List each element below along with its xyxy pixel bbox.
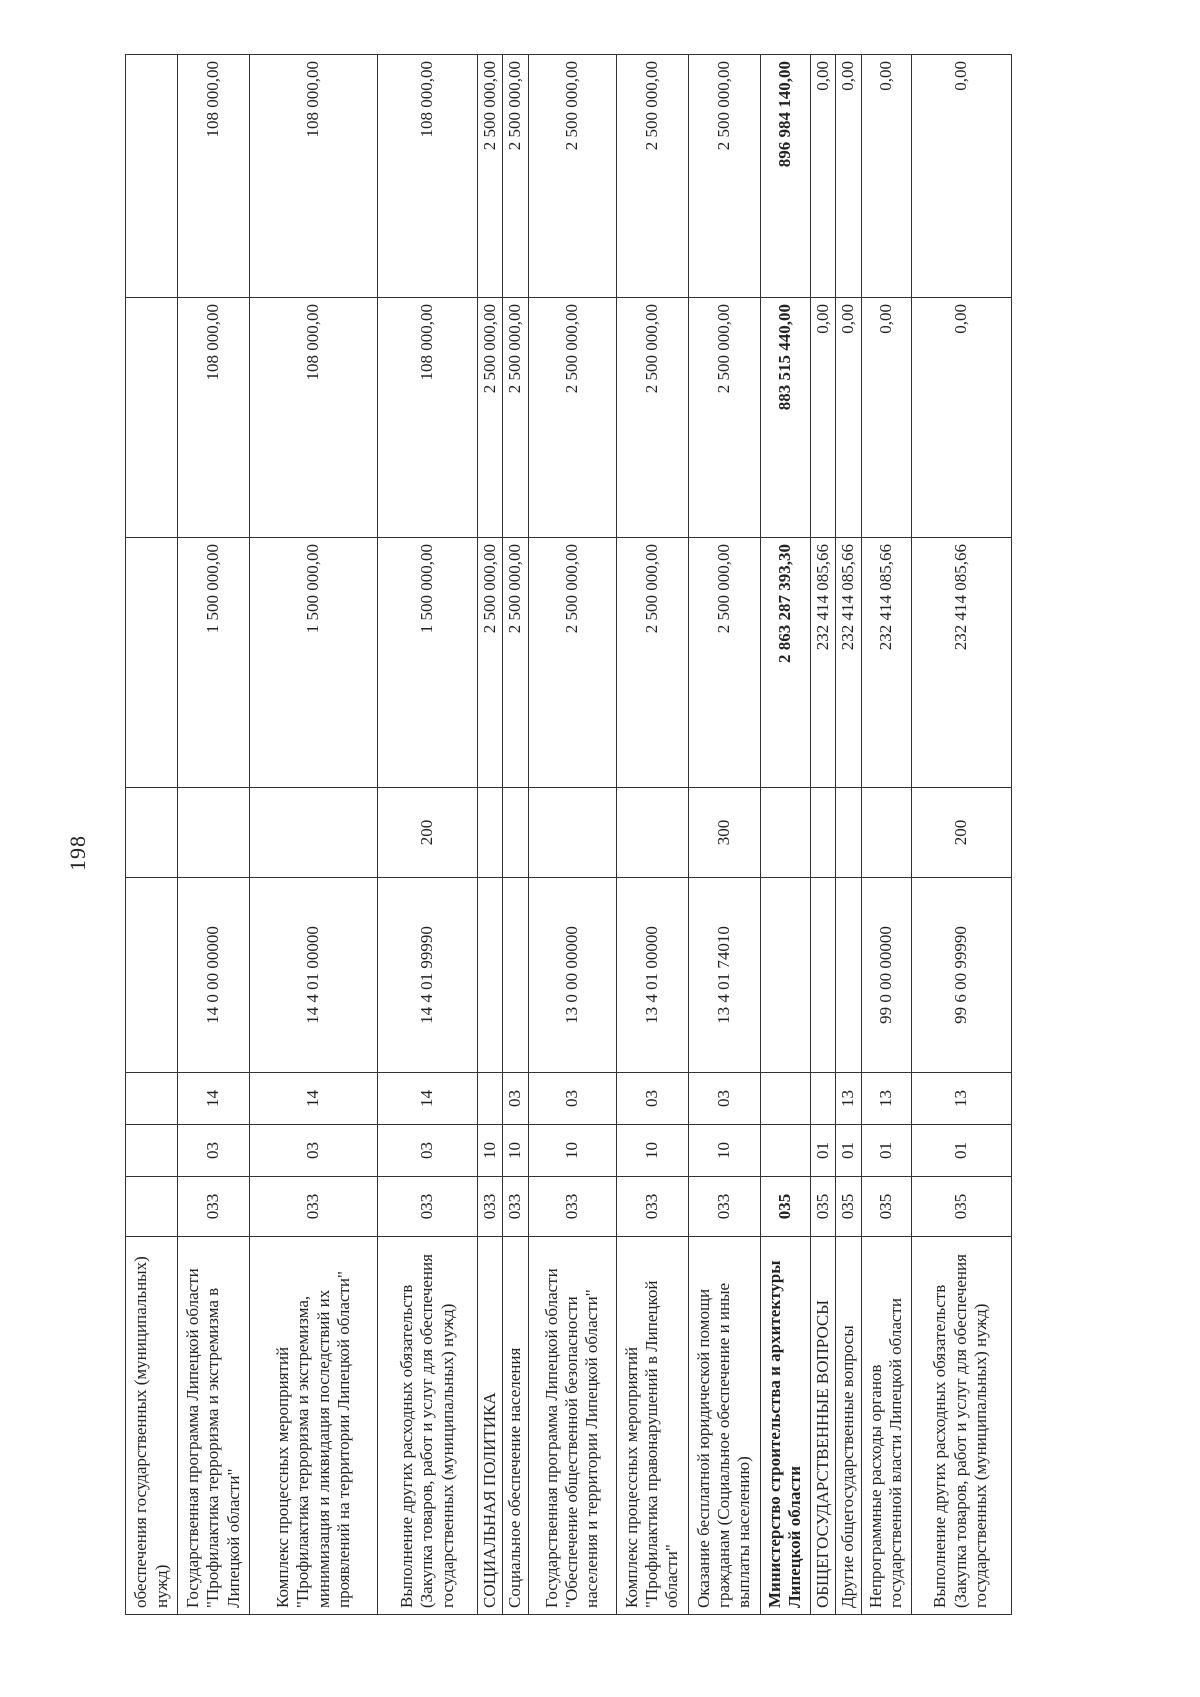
cell-subsection: 03 [616, 1073, 688, 1125]
cell-subsection: 14 [378, 1073, 478, 1125]
cell-subsection [760, 1073, 810, 1125]
cell-subsection: 03 [503, 1073, 528, 1125]
cell-expense-type [478, 788, 503, 878]
cell-sum-year-1 [126, 538, 178, 788]
cell-sum-year-2 [126, 298, 178, 538]
cell-expense-type [616, 788, 688, 878]
cell-sum-year-1: 1 500 000,00 [378, 538, 478, 788]
cell-admin-code: 033 [178, 1177, 250, 1237]
cell-name: Комплекс процессных мероприятий "Профилактика терроризма и экстремизма, минимизация и ликвидация последствий их проявлений на территории Липецкой области" [250, 1237, 378, 1615]
cell-expense-type: 200 [911, 788, 1011, 878]
cell-expense-type [836, 788, 861, 878]
cell-sum-year-3: 0,00 [861, 55, 911, 298]
cell-expense-type [528, 788, 616, 878]
cell-target-article [503, 878, 528, 1073]
cell-sum-year-1: 1 500 000,00 [178, 538, 250, 788]
cell-name: Социальное обеспечение населения [503, 1237, 528, 1615]
table-body [126, 55, 1012, 1615]
cell-name: Выполнение других расходных обязательств (Закупка товаров, работ и услуг для обеспечения государственных (муниципальных) нужд) [911, 1237, 1011, 1615]
cell-sum-year-1: 1 500 000,00 [250, 538, 378, 788]
cell-target-article [810, 878, 835, 1073]
cell-sum-year-2: 883 515 440,00 [760, 298, 810, 538]
cell-expense-type [810, 788, 835, 878]
cell-name: Выполнение других расходных обязательств (Закупка товаров, работ и услуг для обеспечения государственных (муниципальных) нужд) [378, 1237, 478, 1615]
cell-sum-year-1: 232 414 085,66 [911, 538, 1011, 788]
cell-section: 01 [836, 1125, 861, 1177]
cell-section: 10 [688, 1125, 760, 1177]
table-row [861, 55, 911, 1615]
table-row [688, 55, 760, 1615]
cell-sum-year-3: 2 500 000,00 [616, 55, 688, 298]
cell-section: 01 [861, 1125, 911, 1177]
cell-admin-code: 035 [836, 1177, 861, 1237]
cell-target-article: 13 0 00 00000 [528, 878, 616, 1073]
cell-target-article: 13 4 01 74010 [688, 878, 760, 1073]
cell-section: 03 [178, 1125, 250, 1177]
cell-sum-year-3: 108 000,00 [378, 55, 478, 298]
table-row [616, 55, 688, 1615]
cell-sum-year-2: 2 500 000,00 [688, 298, 760, 538]
cell-sum-year-3: 2 500 000,00 [688, 55, 760, 298]
table-row [836, 55, 861, 1615]
cell-expense-type [861, 788, 911, 878]
cell-sum-year-1: 2 500 000,00 [478, 538, 503, 788]
cell-target-article: 14 0 00 00000 [178, 878, 250, 1073]
cell-admin-code: 033 [478, 1177, 503, 1237]
table-row [810, 55, 835, 1615]
cell-sum-year-3: 108 000,00 [178, 55, 250, 298]
cell-sum-year-2: 2 500 000,00 [503, 298, 528, 538]
cell-section: 10 [616, 1125, 688, 1177]
cell-target-article [836, 878, 861, 1073]
cell-sum-year-3: 2 500 000,00 [528, 55, 616, 298]
cell-sum-year-2: 0,00 [911, 298, 1011, 538]
cell-sum-year-3: 2 500 000,00 [503, 55, 528, 298]
cell-target-article: 14 4 01 99990 [378, 878, 478, 1073]
cell-section: 01 [810, 1125, 835, 1177]
cell-admin-code: 035 [810, 1177, 835, 1237]
cell-sum-year-3: 0,00 [836, 55, 861, 298]
cell-admin-code: 033 [616, 1177, 688, 1237]
cell-sum-year-1: 2 500 000,00 [616, 538, 688, 788]
cell-name: Комплекс процессных мероприятий "Профилактика правонарушений в Липецкой области" [616, 1237, 688, 1615]
cell-subsection: 13 [911, 1073, 1011, 1125]
cell-section: 10 [528, 1125, 616, 1177]
cell-section: 10 [503, 1125, 528, 1177]
cell-section [126, 1125, 178, 1177]
cell-subsection: 14 [250, 1073, 378, 1125]
cell-sum-year-2: 0,00 [810, 298, 835, 538]
cell-target-article: 99 6 00 99990 [911, 878, 1011, 1073]
cell-subsection: 03 [688, 1073, 760, 1125]
cell-sum-year-1: 232 414 085,66 [810, 538, 835, 788]
cell-name: Государственная программа Липецкой области "Профилактика терроризма и экстремизма в Липецкой области" [178, 1237, 250, 1615]
cell-subsection: 13 [861, 1073, 911, 1125]
cell-expense-type [250, 788, 378, 878]
cell-name: СОЦИАЛЬНАЯ ПОЛИТИКА [478, 1237, 503, 1615]
cell-sum-year-1: 232 414 085,66 [836, 538, 861, 788]
cell-expense-type [178, 788, 250, 878]
cell-section: 10 [478, 1125, 503, 1177]
cell-sum-year-2: 0,00 [861, 298, 911, 538]
cell-admin-code: 033 [528, 1177, 616, 1237]
cell-name: Другие общегосударственные вопросы [836, 1237, 861, 1615]
cell-admin-code: 035 [911, 1177, 1011, 1237]
cell-expense-type [503, 788, 528, 878]
cell-target-article: 99 0 00 00000 [861, 878, 911, 1073]
cell-sum-year-1: 232 414 085,66 [861, 538, 911, 788]
cell-section: 03 [250, 1125, 378, 1177]
rotated-page [125, 55, 1025, 1615]
cell-subsection: 14 [178, 1073, 250, 1125]
cell-target-article [760, 878, 810, 1073]
cell-sum-year-2: 108 000,00 [178, 298, 250, 538]
cell-section: 01 [911, 1125, 1011, 1177]
cell-sum-year-1: 2 500 000,00 [503, 538, 528, 788]
table-row [250, 55, 378, 1615]
cell-target-article [478, 878, 503, 1073]
budget-table [125, 54, 1012, 1615]
cell-sum-year-3: 108 000,00 [250, 55, 378, 298]
cell-sum-year-3: 0,00 [911, 55, 1011, 298]
table-row [478, 55, 503, 1615]
cell-sum-year-3: 2 500 000,00 [478, 55, 503, 298]
table-row [528, 55, 616, 1615]
cell-sum-year-3: 0,00 [810, 55, 835, 298]
cell-sum-year-2: 108 000,00 [378, 298, 478, 538]
cell-sum-year-3 [126, 55, 178, 298]
cell-section [760, 1125, 810, 1177]
cell-name: Непрограммные расходы органов государственной власти Липецкой области [861, 1237, 911, 1615]
cell-subsection [810, 1073, 835, 1125]
cell-sum-year-2: 108 000,00 [250, 298, 378, 538]
cell-name: обеспечения государственных (муниципальных) нужд) [126, 1237, 178, 1615]
cell-sum-year-1: 2 500 000,00 [688, 538, 760, 788]
cell-expense-type [126, 788, 178, 878]
table-row [911, 55, 1011, 1615]
cell-expense-type [760, 788, 810, 878]
cell-sum-year-2: 2 500 000,00 [616, 298, 688, 538]
cell-sum-year-1: 2 500 000,00 [528, 538, 616, 788]
cell-subsection: 13 [836, 1073, 861, 1125]
cell-sum-year-2: 2 500 000,00 [478, 298, 503, 538]
cell-expense-type: 300 [688, 788, 760, 878]
cell-sum-year-1: 2 863 287 393,30 [760, 538, 810, 788]
cell-admin-code: 035 [861, 1177, 911, 1237]
cell-target-article: 14 4 01 00000 [250, 878, 378, 1073]
table-row [378, 55, 478, 1615]
cell-subsection [478, 1073, 503, 1125]
table-row [178, 55, 250, 1615]
cell-admin-code: 033 [503, 1177, 528, 1237]
cell-name: Министерство строительства и архитектуры Липецкой области [760, 1237, 810, 1615]
cell-admin-code: 033 [378, 1177, 478, 1237]
cell-target-article: 13 4 01 00000 [616, 878, 688, 1073]
cell-sum-year-3: 896 984 140,00 [760, 55, 810, 298]
table-row [503, 55, 528, 1615]
cell-name: ОБЩЕГОСУДАРСТВЕННЫЕ ВОПРОСЫ [810, 1237, 835, 1615]
cell-admin-code: 033 [250, 1177, 378, 1237]
cell-subsection: 03 [528, 1073, 616, 1125]
cell-name: Государственная программа Липецкой области "Обеспечение общественной безопасности населения и территории Липецкой области" [528, 1237, 616, 1615]
cell-admin-code: 035 [760, 1177, 810, 1237]
cell-target-article [126, 878, 178, 1073]
page-number: 198 [65, 835, 90, 871]
cell-sum-year-2: 0,00 [836, 298, 861, 538]
cell-sum-year-2: 2 500 000,00 [528, 298, 616, 538]
cell-admin-code [126, 1177, 178, 1237]
cell-admin-code: 033 [688, 1177, 760, 1237]
table-row [760, 55, 810, 1615]
table-row [126, 55, 178, 1615]
cell-name: Оказание бесплатной юридической помощи гражданам (Социальное обеспечение и иные выплаты населению) [688, 1237, 760, 1615]
cell-expense-type: 200 [378, 788, 478, 878]
cell-section: 03 [378, 1125, 478, 1177]
cell-subsection [126, 1073, 178, 1125]
